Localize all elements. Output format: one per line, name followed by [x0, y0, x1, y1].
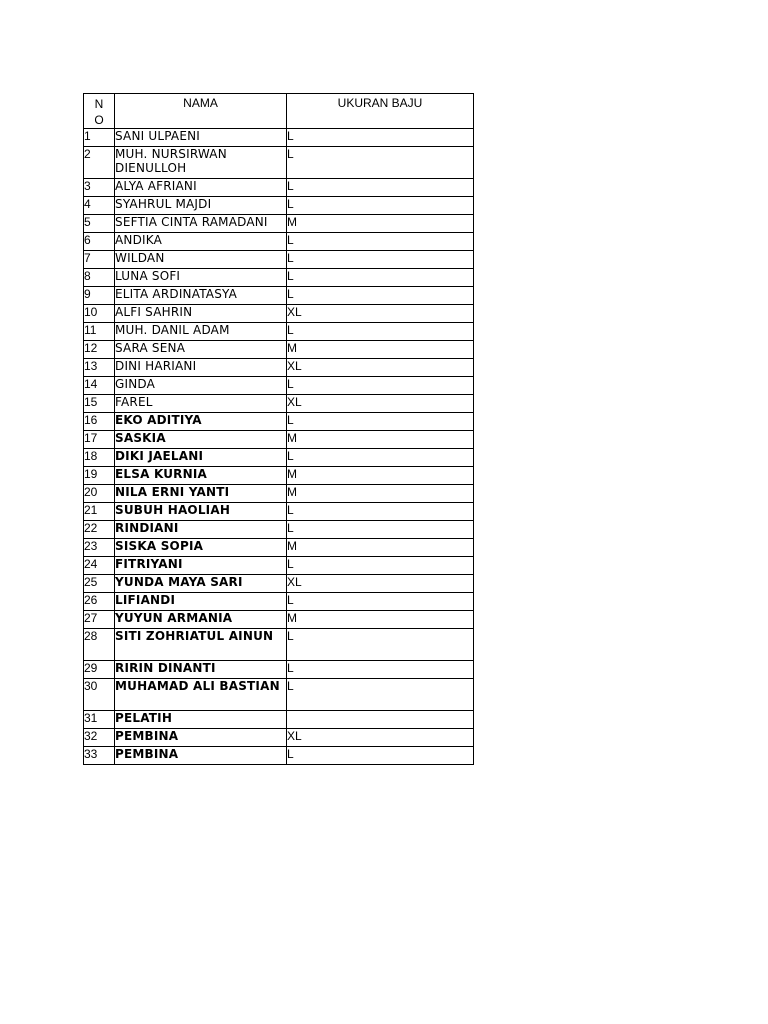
row-shirt-size: M [287, 431, 474, 449]
table-row [84, 431, 474, 449]
row-number: 29 [84, 661, 115, 679]
row-name: EKO ADITIYA [115, 413, 287, 431]
row-number: 25 [84, 575, 115, 593]
row-name: SEFTIA CINTA RAMADANI [115, 215, 287, 233]
row-name: MUH. DANIL ADAM [115, 323, 287, 341]
row-shirt-size: L [287, 197, 474, 215]
table-row [84, 575, 474, 593]
row-shirt-size: XL [287, 359, 474, 377]
row-name: DIKI JAELANI [115, 449, 287, 467]
row-shirt-size: M [287, 341, 474, 359]
row-shirt-size: XL [287, 575, 474, 593]
row-number: 17 [84, 431, 115, 449]
size-list-table [83, 93, 474, 765]
row-name: ALYA AFRIANI [115, 179, 287, 197]
row-number: 30 [84, 679, 115, 711]
row-name: YUYUN ARMANIA [115, 611, 287, 629]
row-name: SANI ULPAENI [115, 129, 287, 147]
row-shirt-size: XL [287, 395, 474, 413]
table-row [84, 341, 474, 359]
table-row [84, 147, 474, 179]
row-name: SASKIA [115, 431, 287, 449]
row-name: PEMBINA [115, 747, 287, 765]
row-name: SYAHRUL MAJDI [115, 197, 287, 215]
row-shirt-size: L [287, 251, 474, 269]
row-number: 14 [84, 377, 115, 395]
table-row [84, 197, 474, 215]
row-shirt-size: L [287, 269, 474, 287]
table-row [84, 269, 474, 287]
row-number: 6 [84, 233, 115, 251]
table-row [84, 305, 474, 323]
header-nama: NAMA [115, 94, 287, 129]
header-no-label: NO [94, 97, 104, 127]
row-name: SARA SENA [115, 341, 287, 359]
table-row [84, 129, 474, 147]
table-row [84, 251, 474, 269]
row-number: 7 [84, 251, 115, 269]
row-shirt-size: L [287, 129, 474, 147]
table-row [84, 661, 474, 679]
row-number: 2 [84, 147, 115, 179]
row-name: PELATIH [115, 711, 287, 729]
row-number: 11 [84, 323, 115, 341]
row-number: 26 [84, 593, 115, 611]
row-number: 1 [84, 129, 115, 147]
row-name: LUNA SOFI [115, 269, 287, 287]
row-name: MUHAMAD ALI BASTIAN [115, 679, 287, 711]
row-shirt-size: L [287, 233, 474, 251]
row-number: 3 [84, 179, 115, 197]
row-number: 10 [84, 305, 115, 323]
row-shirt-size: L [287, 287, 474, 305]
table-row [84, 377, 474, 395]
row-number: 18 [84, 449, 115, 467]
row-name: FITRIYANI [115, 557, 287, 575]
table-row [84, 503, 474, 521]
row-shirt-size: L [287, 679, 474, 711]
table-row [84, 233, 474, 251]
header-row [84, 94, 474, 129]
row-shirt-size: L [287, 179, 474, 197]
row-shirt-size: XL [287, 305, 474, 323]
row-shirt-size: M [287, 485, 474, 503]
row-number: 31 [84, 711, 115, 729]
table-body [84, 129, 474, 765]
table-row [84, 413, 474, 431]
row-shirt-size: L [287, 503, 474, 521]
row-name: ALFI SAHRIN [115, 305, 287, 323]
table-row [84, 521, 474, 539]
row-name: FAREL [115, 395, 287, 413]
row-number: 4 [84, 197, 115, 215]
table-row [84, 323, 474, 341]
row-name: NILA ERNI YANTI [115, 485, 287, 503]
table-row [84, 467, 474, 485]
row-name: SISKA SOPIA [115, 539, 287, 557]
row-name: GINDA [115, 377, 287, 395]
row-shirt-size [287, 711, 474, 729]
row-name: ELSA KURNIA [115, 467, 287, 485]
row-shirt-size: L [287, 147, 474, 179]
row-number: 21 [84, 503, 115, 521]
row-name: RINDIANI [115, 521, 287, 539]
row-shirt-size: L [287, 557, 474, 575]
row-number: 20 [84, 485, 115, 503]
row-name: YUNDA MAYA SARI [115, 575, 287, 593]
table-row [84, 629, 474, 661]
table-row [84, 611, 474, 629]
table-row [84, 679, 474, 711]
row-number: 8 [84, 269, 115, 287]
table-row [84, 287, 474, 305]
table-row [84, 747, 474, 765]
row-shirt-size: L [287, 413, 474, 431]
header-no [84, 94, 115, 129]
row-number: 9 [84, 287, 115, 305]
row-number: 28 [84, 629, 115, 661]
row-number: 5 [84, 215, 115, 233]
row-shirt-size: M [287, 215, 474, 233]
row-number: 33 [84, 747, 115, 765]
table-row [84, 215, 474, 233]
row-name: SUBUH HAOLIAH [115, 503, 287, 521]
table-row [84, 711, 474, 729]
row-shirt-size: L [287, 521, 474, 539]
row-name: ANDIKA [115, 233, 287, 251]
table-row [84, 179, 474, 197]
header-ukuran-baju: UKURAN BAJU [287, 94, 474, 129]
table-row [84, 593, 474, 611]
table-row [84, 395, 474, 413]
row-number: 16 [84, 413, 115, 431]
row-name: MUH. NURSIRWAN DIENULLOH [115, 147, 287, 179]
row-number: 27 [84, 611, 115, 629]
row-name: SITI ZOHRIATUL AINUN [115, 629, 287, 661]
row-number: 19 [84, 467, 115, 485]
row-shirt-size: M [287, 539, 474, 557]
row-shirt-size: M [287, 611, 474, 629]
row-shirt-size: L [287, 747, 474, 765]
row-number: 13 [84, 359, 115, 377]
row-shirt-size: M [287, 467, 474, 485]
row-name: DINI HARIANI [115, 359, 287, 377]
row-shirt-size: L [287, 661, 474, 679]
table-row [84, 557, 474, 575]
row-shirt-size: L [287, 449, 474, 467]
table-row [84, 729, 474, 747]
table-row [84, 359, 474, 377]
row-number: 24 [84, 557, 115, 575]
row-shirt-size: L [287, 323, 474, 341]
row-number: 22 [84, 521, 115, 539]
row-shirt-size: XL [287, 729, 474, 747]
row-number: 32 [84, 729, 115, 747]
row-name: RIRIN DINANTI [115, 661, 287, 679]
row-name: LIFIANDI [115, 593, 287, 611]
row-name: WILDAN [115, 251, 287, 269]
table-row [84, 449, 474, 467]
row-shirt-size: L [287, 593, 474, 611]
row-shirt-size: L [287, 629, 474, 661]
row-number: 23 [84, 539, 115, 557]
row-name: ELITA ARDINATASYA [115, 287, 287, 305]
row-shirt-size: L [287, 377, 474, 395]
row-name: PEMBINA [115, 729, 287, 747]
table-header [84, 94, 474, 129]
table-row [84, 485, 474, 503]
table-row [84, 539, 474, 557]
row-number: 15 [84, 395, 115, 413]
row-number: 12 [84, 341, 115, 359]
